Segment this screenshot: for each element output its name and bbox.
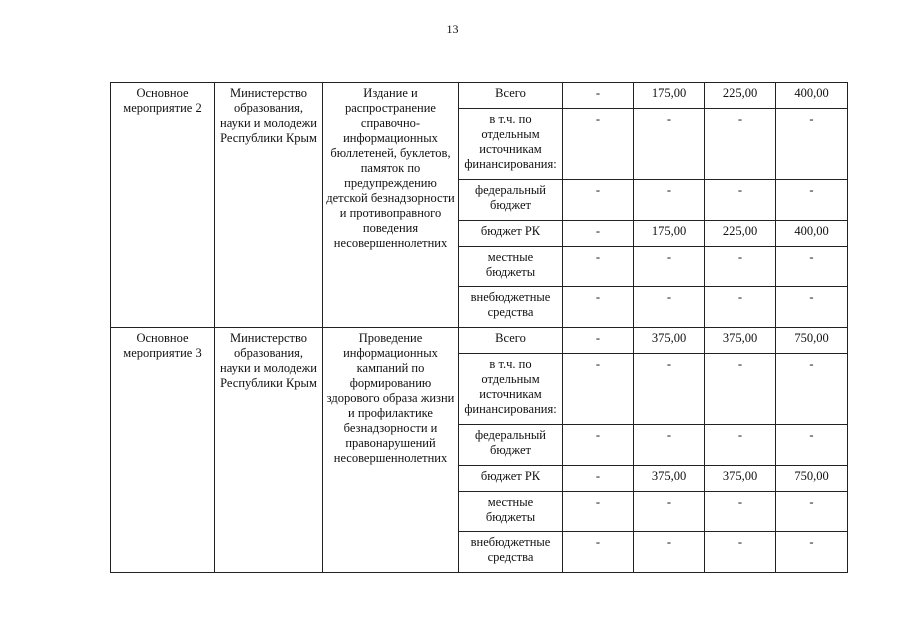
value-cell: - (776, 287, 848, 328)
value-cell: - (705, 532, 776, 573)
value-cell: - (705, 180, 776, 221)
value-cell: - (776, 425, 848, 466)
funding-source-cell: внебюджетные средства (459, 532, 563, 573)
funding-source-cell: в т.ч. по отдельным источникам финансирования: (459, 354, 563, 425)
value-cell: 225,00 (705, 83, 776, 109)
value-cell: 175,00 (634, 221, 705, 247)
value-cell: - (563, 83, 634, 109)
funding-source-cell: бюджет РК (459, 466, 563, 492)
value-cell: 375,00 (634, 328, 705, 354)
activity-name-cell: Основное мероприятие 3 (111, 328, 215, 573)
funding-source-cell: местные бюджеты (459, 247, 563, 287)
value-cell: - (634, 180, 705, 221)
value-cell: - (634, 532, 705, 573)
value-cell: - (776, 247, 848, 287)
value-cell: - (563, 328, 634, 354)
value-cell: - (563, 287, 634, 328)
value-cell: - (563, 425, 634, 466)
value-cell: - (634, 354, 705, 425)
funding-source-cell: Всего (459, 83, 563, 109)
value-cell: - (634, 425, 705, 466)
value-cell: - (563, 247, 634, 287)
value-cell: 175,00 (634, 83, 705, 109)
value-cell: 750,00 (776, 466, 848, 492)
table-row (111, 328, 848, 354)
value-cell: - (634, 492, 705, 532)
value-cell: - (563, 354, 634, 425)
activity-name-cell: Основное мероприятие 2 (111, 83, 215, 328)
value-cell: 400,00 (776, 221, 848, 247)
page-number: 13 (446, 22, 459, 36)
description-cell: Проведение информационных кампаний по формированию здорового образа жизни и профилактике безнадзорности и правонарушений несовершеннолетних (323, 328, 459, 573)
value-cell: - (705, 425, 776, 466)
funding-source-cell: внебюджетные средства (459, 287, 563, 328)
value-cell: - (634, 247, 705, 287)
value-cell: 375,00 (705, 466, 776, 492)
funding-source-cell: Всего (459, 328, 563, 354)
budget-table (110, 82, 848, 573)
value-cell: - (776, 532, 848, 573)
value-cell: - (776, 180, 848, 221)
funding-source-cell: в т.ч. по отдельным источникам финансирования: (459, 109, 563, 180)
value-cell: 225,00 (705, 221, 776, 247)
funding-source-cell: федеральный бюджет (459, 425, 563, 466)
executor-cell: Министерство образования, науки и молодежи Республики Крым (215, 328, 323, 573)
description-cell: Издание и распространение справочно-информационных бюллетеней, буклетов, памяток по предупреждению детской безнадзорности и противоправного поведения несовершеннолетних (323, 83, 459, 328)
value-cell: - (563, 466, 634, 492)
value-cell: 375,00 (705, 328, 776, 354)
value-cell: 400,00 (776, 83, 848, 109)
value-cell: - (634, 109, 705, 180)
value-cell: - (705, 109, 776, 180)
funding-source-cell: федеральный бюджет (459, 180, 563, 221)
funding-source-cell: местные бюджеты (459, 492, 563, 532)
value-cell: - (705, 287, 776, 328)
value-cell: - (776, 492, 848, 532)
value-cell: - (563, 532, 634, 573)
value-cell: 750,00 (776, 328, 848, 354)
value-cell: - (563, 109, 634, 180)
value-cell: - (705, 492, 776, 532)
value-cell: - (705, 247, 776, 287)
value-cell: - (634, 287, 705, 328)
value-cell: - (776, 354, 848, 425)
value-cell: 375,00 (634, 466, 705, 492)
value-cell: - (563, 492, 634, 532)
value-cell: - (563, 221, 634, 247)
value-cell: - (776, 109, 848, 180)
value-cell: - (705, 354, 776, 425)
table-row (111, 83, 848, 109)
executor-cell: Министерство образования, науки и молодежи Республики Крым (215, 83, 323, 328)
value-cell: - (563, 180, 634, 221)
funding-source-cell: бюджет РК (459, 221, 563, 247)
